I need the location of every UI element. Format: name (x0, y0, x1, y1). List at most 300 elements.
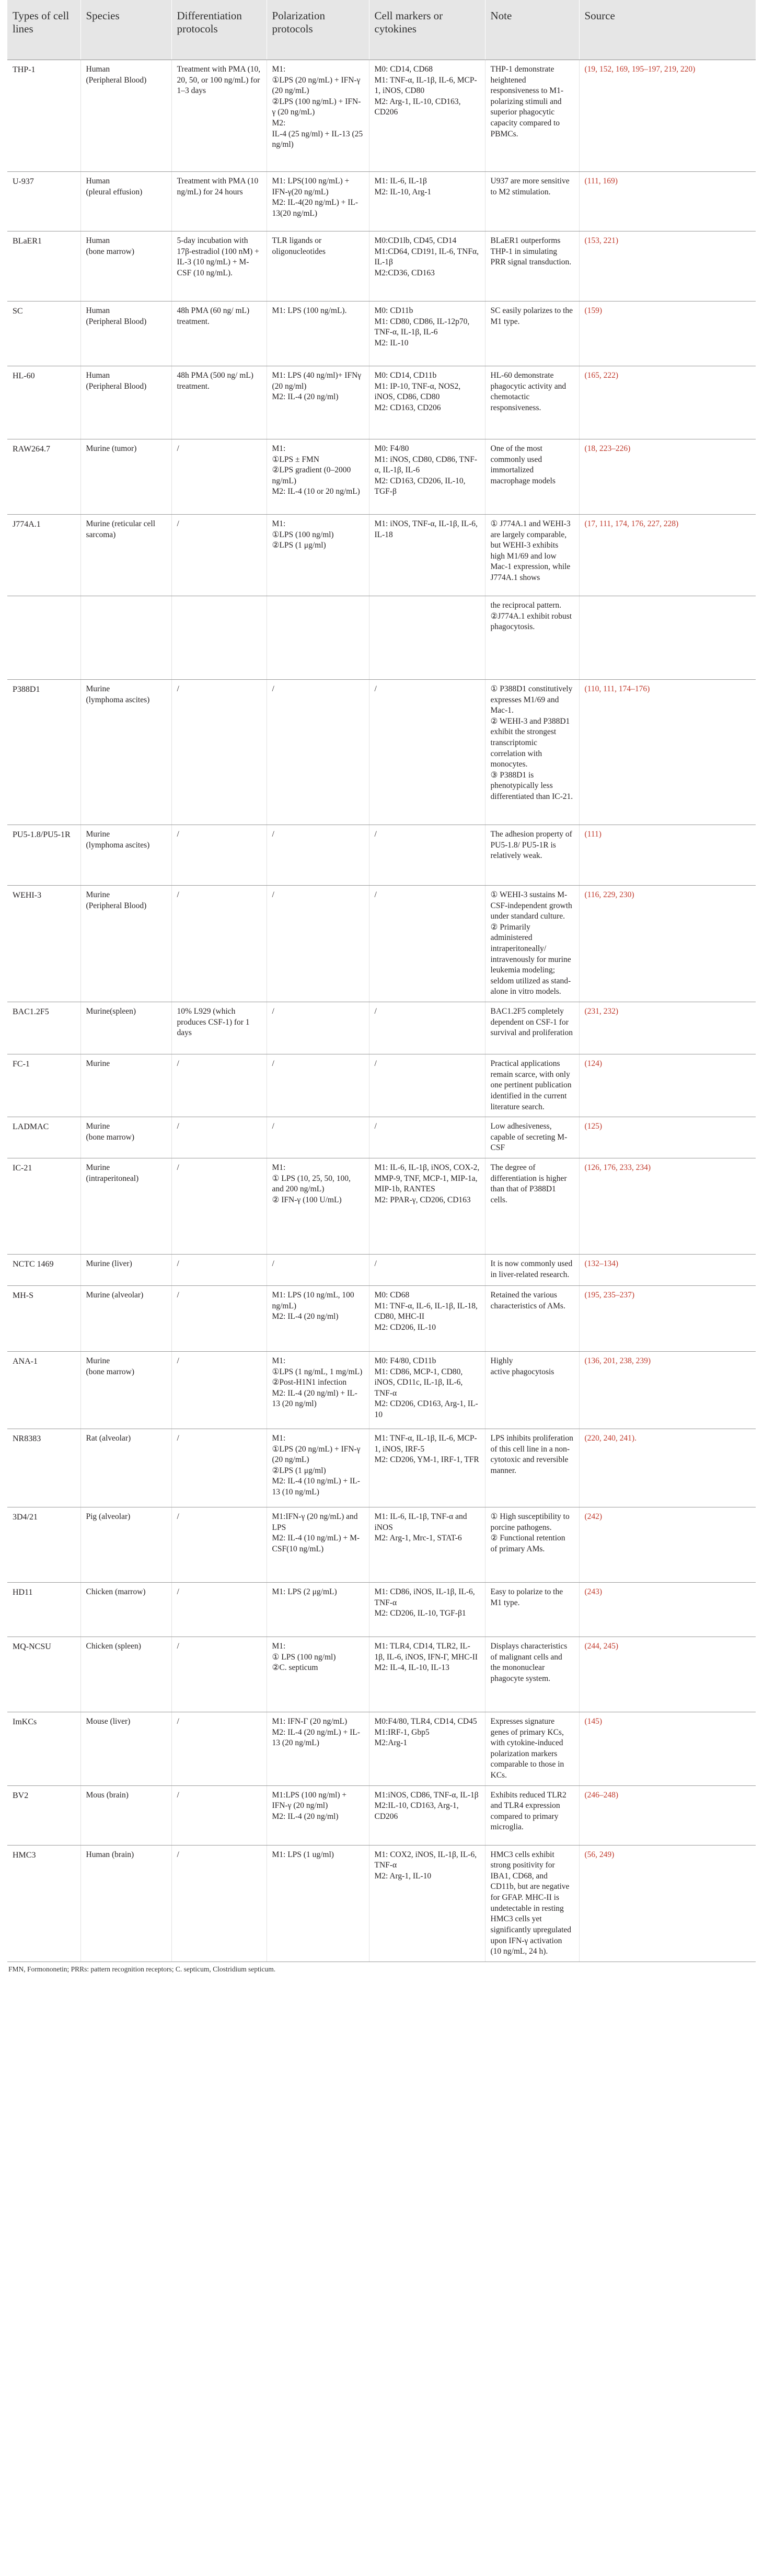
column-header: Source (579, 0, 756, 60)
cell-text-line: ①LPS (20 ng/mL) + IFN-γ (20 ng/mL) (272, 1444, 361, 1465)
cell-text-line: Human (86, 306, 110, 315)
note-cell (485, 1285, 579, 1351)
cell-text-line: Murine (alveolar) (86, 1290, 144, 1299)
cell-line-name: J774A.1 (7, 515, 80, 596)
note-cell (485, 1429, 579, 1507)
cell-text-line: (bone marrow) (86, 1132, 135, 1142)
cell-text-line: / (272, 1059, 274, 1069)
cell-text-line: / (374, 684, 377, 693)
cell-text-line: M1: TNF-α, IL-1β, IL-6, MCP-1, iNOS, CD80 (374, 75, 477, 96)
cell-text-line: M2: IL-4 (20 ng/ml) + IL-13 (20 ng/ml) (272, 1388, 357, 1409)
source-reference-link[interactable]: (116, 229, 230) (579, 886, 756, 1002)
markers-cell (369, 301, 485, 366)
polarization-cell (267, 1054, 369, 1117)
species-cell (80, 515, 171, 596)
source-reference-link[interactable]: (159) (579, 301, 756, 366)
column-header: Differentiation protocols (171, 0, 267, 60)
source-reference-link[interactable]: (132–134) (579, 1254, 756, 1285)
cell-text-line: / (177, 1059, 179, 1069)
cell-text-line: M0: CD68 (374, 1290, 410, 1299)
cell-text-line: M0: CD11b (374, 306, 413, 315)
differentiation-cell (171, 366, 267, 439)
markers-cell (369, 366, 485, 439)
differentiation-cell (171, 886, 267, 1002)
cell-text-line: / (177, 1716, 179, 1726)
cell-line-name: THP-1 (7, 60, 80, 172)
table-row (7, 1785, 756, 1845)
differentiation-cell (171, 1637, 267, 1712)
cell-text-line: (lymphoma ascites) (86, 695, 150, 704)
cell-text-line: M0:CD1lb, CD45, CD14 (374, 236, 457, 245)
species-cell (80, 886, 171, 1002)
source-reference-link[interactable]: (111) (579, 825, 756, 886)
cell-text-line: (intraperitoneal) (86, 1174, 139, 1183)
note-cell (485, 1785, 579, 1845)
source-reference-link[interactable]: (56, 249) (579, 1845, 756, 1962)
cell-text-line: (bone marrow) (86, 1367, 135, 1376)
cell-text-line: M1: CD86, MCP-1, CD80, iNOS, CD11c, IL-1β, IL-6, TNF-α (374, 1367, 463, 1398)
cell-text-line: M1: IL-6, IL-1β (374, 177, 427, 185)
cell-text-line: M2: Arg-1, IL-10 (374, 1871, 432, 1881)
polarization-cell (267, 596, 369, 680)
column-header: Polarization protocols (267, 0, 369, 60)
cell-text-line: 5-day incubation with 17β-estradiol (100 nM) + IL-3 (10 ng/mL) + M-CSF (10 ng/mL). (177, 236, 259, 277)
cell-text-line: M2:IL-10, CD163, Arg-1, CD206 (374, 1801, 459, 1821)
cell-text-line: / (177, 1850, 179, 1859)
note-cell (485, 1637, 579, 1712)
cell-text-line: M2: IL-4, IL-10, IL-13 (374, 1663, 449, 1673)
markers-cell (369, 60, 485, 172)
cell-text-line: ①LPS (20 ng/mL) + IFN-γ (20 ng/mL) (272, 75, 361, 96)
cell-line-name: SC (7, 301, 80, 366)
cell-text-line: / (177, 1163, 179, 1172)
cell-text-line: / (177, 1122, 179, 1131)
cell-text-line: M1: (272, 1433, 286, 1443)
species-cell (80, 301, 171, 366)
cell-text-line: (Peripheral Blood) (86, 901, 147, 910)
polarization-cell (267, 1158, 369, 1254)
cell-text-line: M1: IP-10, TNF-α, NOS2, iNOS, CD86, CD80 (374, 381, 461, 402)
cell-line-name: HMC3 (7, 1845, 80, 1962)
cell-line-name: IC-21 (7, 1158, 80, 1254)
differentiation-cell (171, 301, 267, 366)
differentiation-cell (171, 825, 267, 886)
cell-text-line: (Peripheral Blood) (86, 381, 147, 391)
species-cell (80, 1785, 171, 1845)
cell-text-line: M1: LPS (100 ng/mL). (272, 306, 347, 315)
markers-cell (369, 680, 485, 825)
cell-text-line: / (177, 1587, 179, 1596)
polarization-cell (267, 515, 369, 596)
table-row (7, 1117, 756, 1158)
cell-text-line: TLR ligands or oligonucleotides (272, 236, 326, 256)
cell-line-name: HD11 (7, 1582, 80, 1637)
source-reference-link[interactable]: (244, 245) (579, 1637, 756, 1712)
table-row (7, 1285, 756, 1351)
table-row (7, 231, 756, 301)
cell-text-line: M2: CD206, YM-1, IRF-1, TFR (374, 1455, 479, 1465)
cell-text-line: Murine (86, 1059, 110, 1069)
table-row (7, 1637, 756, 1712)
cell-text-line: M1: IL-6, IL-1β, iNOS, COX-2, MMP-9, TNF, MCP-1, MIP-1a, MIP-1b, RANTES (374, 1163, 480, 1194)
source-reference-link[interactable]: (125) (579, 1117, 756, 1158)
cell-text-line: / (177, 890, 179, 899)
markers-cell (369, 1429, 485, 1507)
note-cell (485, 1712, 579, 1785)
cell-text-line: / (272, 890, 274, 899)
source-reference-link[interactable]: (17, 111, 174, 176, 227, 228) (579, 515, 756, 596)
species-cell (80, 1054, 171, 1117)
cell-text-line: M2: Arg-1, Mrc-1, STAT-6 (374, 1534, 462, 1543)
source-reference-link[interactable]: (231, 232) (579, 1002, 756, 1054)
cell-text-line: (lymphoma ascites) (86, 840, 150, 850)
cell-text-line: ① P388D1 constitutively expresses M1/69 and Mac-1. (490, 684, 573, 715)
cell-text-line: Human (86, 371, 110, 380)
markers-cell (369, 1002, 485, 1054)
cell-text-line: IL-4 (25 ng/ml) + IL-13 (25 ng/ml) (272, 129, 363, 149)
differentiation-cell (171, 1429, 267, 1507)
cell-text-line: ① LPS (10, 25, 50, 100, and 200 ng/mL) (272, 1174, 351, 1194)
cell-text-line: M2: Arg-1, IL-10, CD163, CD206 (374, 97, 461, 117)
source-reference-link[interactable]: (18, 223–226) (579, 439, 756, 515)
source-reference-link[interactable]: (242) (579, 1507, 756, 1582)
cell-text-line: / (374, 1122, 377, 1131)
cell-text-line: ① J774A.1 and WEHI-3 are largely comparable, but WEHI-3 exhibits high M1/69 and low Mac-1 expression, while J774A.1 shows (490, 519, 571, 583)
source-reference-link[interactable]: (126, 176, 233, 234) (579, 1158, 756, 1254)
cell-text-line: M1: iNOS, CD80, CD86, TNF-α, IL-1β, IL-6 (374, 455, 478, 475)
species-cell (80, 1845, 171, 1962)
source-reference-link[interactable]: (153, 221) (579, 231, 756, 301)
differentiation-cell (171, 1845, 267, 1962)
cell-text-line: 48h PMA (500 ng/ mL) treatment. (177, 371, 253, 391)
cell-text-line: M1: iNOS, TNF-α, IL-1β, IL-6, IL-18 (374, 519, 478, 539)
source-reference-link[interactable]: (220, 240, 241). (579, 1429, 756, 1507)
source-reference-link[interactable]: (110, 111, 174–176) (579, 680, 756, 825)
cell-text-line: ② Functional retention of primary AMs. (490, 1534, 565, 1553)
markers-cell (369, 1582, 485, 1637)
note-cell (485, 1158, 579, 1254)
cell-line-name: WEHI-3 (7, 886, 80, 1002)
table-row (7, 1429, 756, 1507)
table-row (7, 172, 756, 231)
markers-cell (369, 1254, 485, 1285)
table-row (7, 439, 756, 515)
column-header: Types of cell lines (7, 0, 80, 60)
cell-text-line: Murine (liver) (86, 1259, 132, 1268)
species-cell (80, 1158, 171, 1254)
cell-text-line: M2: CD163, CD206 (374, 403, 441, 412)
note-cell (485, 231, 579, 301)
cell-text-line: / (177, 1790, 179, 1800)
markers-cell (369, 596, 485, 680)
note-cell (485, 366, 579, 439)
cell-text-line: Mous (brain) (86, 1790, 129, 1800)
source-reference-link[interactable]: (136, 201, 238, 239) (579, 1351, 756, 1429)
source-reference-link[interactable]: (243) (579, 1582, 756, 1637)
differentiation-cell (171, 1117, 267, 1158)
cell-text-line: ② WEHI-3 and P388D1 exhibit the strongest transcriptomic correlation with monocytes. (490, 716, 570, 769)
cell-text-line: It is now commonly used in liver-related research. (490, 1259, 573, 1279)
differentiation-cell (171, 515, 267, 596)
cell-line-name: BV2 (7, 1785, 80, 1845)
cell-text-line: Human (86, 236, 110, 245)
polarization-cell (267, 1002, 369, 1054)
cell-line-name: PU5-1.8/PU5-1R (7, 825, 80, 886)
cell-text-line: M2:CD36, CD163 (374, 268, 435, 277)
cell-text-line: Murine (86, 830, 110, 839)
cell-text-line: ②LPS (100 ng/mL) + IFN-γ (20 ng/mL) (272, 97, 361, 117)
cell-text-line: / (177, 519, 179, 528)
table-row (7, 596, 756, 680)
differentiation-cell (171, 231, 267, 301)
cell-text-line: M1: (272, 1163, 286, 1172)
cell-text-line: M2: IL-4 (20 ng/mL) + IL-13 (20 ng/mL) (272, 1727, 360, 1748)
cell-text-line: Treatment with PMA (10, 20, 50, or 100 ng/mL) for 1–3 days (177, 65, 261, 96)
cell-text-line: M1: (272, 65, 286, 74)
note-cell (485, 1117, 579, 1158)
cell-text-line: Murine (86, 1122, 110, 1131)
column-header: Species (80, 0, 171, 60)
differentiation-cell (171, 1507, 267, 1582)
species-cell (80, 60, 171, 172)
source-reference-link[interactable]: (124) (579, 1054, 756, 1117)
cell-text-line: / (177, 1641, 179, 1651)
cell-text-line: Displays characteristics of malignant cells and the mononuclear phagocyte system. (490, 1641, 568, 1683)
species-cell (80, 1637, 171, 1712)
cell-text-line: (Peripheral Blood) (86, 317, 147, 326)
cell-line-name: P388D1 (7, 680, 80, 825)
cell-text-line: LPS inhibits proliferation of this cell line in a non-cytotoxic and reversible manner. (490, 1433, 573, 1475)
species-cell (80, 366, 171, 439)
table-row (7, 1002, 756, 1054)
cell-text-line: BLaER1 outperforms THP-1 in simulating PRR signal transduction. (490, 236, 572, 267)
cell-text-line: Human (brain) (86, 1850, 134, 1859)
cell-line-name: FC-1 (7, 1054, 80, 1117)
cell-text-line: Practical applications remain scarce, with only one pertinent publication identified in the current literature search. (490, 1059, 572, 1111)
cell-text-line: / (177, 1433, 179, 1443)
cell-text-line: M1: LPS (2 μg/mL) (272, 1587, 337, 1596)
species-cell (80, 231, 171, 301)
cell-text-line: the reciprocal pattern. (490, 601, 562, 610)
species-cell (80, 1507, 171, 1582)
differentiation-cell (171, 1351, 267, 1429)
cell-text-line: M1: (272, 519, 286, 528)
cell-line-name: 3D4/21 (7, 1507, 80, 1582)
source-reference-link[interactable]: (111, 169) (579, 172, 756, 231)
note-cell (485, 515, 579, 596)
cell-text-line: M1:LPS (100 ng/ml) + IFN-γ (20 ng/ml) (272, 1790, 347, 1811)
source-reference-link[interactable]: (165, 222) (579, 366, 756, 439)
cell-text-line: THP-1 demonstrate heightened responsiveness to M1-polarizing stimuli and superior phagocytic capacity compared to PBMCs. (490, 65, 563, 138)
markers-cell (369, 515, 485, 596)
cell-text-line: ① WEHI-3 sustains M-CSF-independent growth under standard culture. (490, 890, 572, 921)
table-footnote: FMN, Formononetin; PRRs: pattern recognition receptors; C. septicum, Clostridium septicum. (8, 1965, 276, 1973)
polarization-cell (267, 1637, 369, 1712)
cell-text-line: One of the most commonly used immortalized macrophage models (490, 444, 556, 485)
cell-text-line: M2: IL-4 (10 ng/mL) + M-CSF(10 ng/mL) (272, 1534, 360, 1553)
polarization-cell (267, 886, 369, 1002)
source-reference-link[interactable] (579, 596, 756, 680)
cell-text-line: M1: TLR4, CD14, TLR2, IL-1β, IL-6, iNOS, IFN-Γ, MHC-II (374, 1641, 478, 1662)
species-cell (80, 1117, 171, 1158)
cell-text-line: ② Primarily administered intraperitoneally/ intravenously for murine leukemia modeling; seldom utilized as stand-alone in vitro models. (490, 922, 571, 996)
cell-line-name: ImKCs (7, 1712, 80, 1785)
cell-text-line: / (272, 830, 274, 839)
note-cell (485, 1054, 579, 1117)
cell-text-line: M1: COX2, iNOS, IL-1β, IL-6, TNF-α (374, 1850, 477, 1870)
cell-text-line: M1: TNF-α, IL-1β, IL-6, MCP-1, iNOS, IRF-5 (374, 1433, 477, 1454)
note-cell (485, 1002, 579, 1054)
cell-text-line: M0: CD14, CD68 (374, 65, 433, 74)
cell-line-name: U-937 (7, 172, 80, 231)
markers-cell (369, 1507, 485, 1582)
cell-text-line: M1: LPS (1 ug/ml) (272, 1850, 334, 1859)
cell-text-line: M2: IL-4 (20 ng/ml) (272, 1812, 339, 1821)
differentiation-cell (171, 1254, 267, 1285)
note-cell (485, 680, 579, 825)
note-cell (485, 1351, 579, 1429)
cell-text-line: / (374, 1259, 377, 1268)
cell-text-line: Expresses signature genes of primary KCs, with cytokine-induced polarization markers comparable to those in KCs. (490, 1716, 564, 1780)
table-container (7, 0, 756, 1974)
cell-text-line: / (272, 1007, 274, 1016)
cell-text-line: ②LPS (1 μg/ml) (272, 1466, 326, 1475)
note-cell (485, 596, 579, 680)
table-row (7, 1254, 756, 1285)
cell-text-line: / (272, 1122, 274, 1131)
cell-text-line: M2: IL-4 (20 ng/ml) (272, 1312, 339, 1321)
cell-text-line: / (177, 1512, 179, 1521)
differentiation-cell (171, 1785, 267, 1845)
source-reference-link[interactable]: (246–248) (579, 1785, 756, 1845)
cell-text-line: BAC1.2F5 completely dependent on CSF-1 for survival and proliferation (490, 1007, 573, 1038)
cell-text-line: M2:Arg-1 (374, 1738, 408, 1748)
cell-text-line: M1: CD86, iNOS, IL-1β, IL-6, TNF-α (374, 1587, 475, 1607)
cell-text-line: Murine (86, 1356, 110, 1365)
cell-text-line: M2: CD206, IL-10 (374, 1322, 436, 1332)
differentiation-cell (171, 172, 267, 231)
polarization-cell (267, 231, 369, 301)
cell-text-line: M1: (272, 1641, 286, 1651)
markers-cell (369, 1054, 485, 1117)
table-row (7, 886, 756, 1002)
note-cell (485, 1845, 579, 1962)
polarization-cell (267, 825, 369, 886)
markers-cell (369, 439, 485, 515)
cell-text-line: Low adhesiveness, capable of secreting M-CSF (490, 1122, 568, 1153)
cell-text-line: Pig (alveolar) (86, 1512, 131, 1521)
cell-text-line: M2: IL-4 (20 ng/ml) (272, 392, 339, 402)
source-reference-link[interactable]: (19, 152, 169, 195–197, 219, 220) (579, 60, 756, 172)
differentiation-cell (171, 1158, 267, 1254)
cell-text-line: ②LPS gradient (0–2000 ng/mL) (272, 466, 351, 485)
cell-text-line: M2: IL-10 (374, 338, 409, 347)
source-reference-link[interactable]: (145) (579, 1712, 756, 1785)
cell-text-line: M1: IFN-Γ (20 ng/mL) (272, 1716, 348, 1726)
cell-text-line: ①LPS (100 ng/ml) (272, 530, 334, 539)
cell-text-line: Murine (86, 684, 110, 693)
markers-cell (369, 825, 485, 886)
differentiation-cell (171, 1285, 267, 1351)
markers-cell (369, 1158, 485, 1254)
cell-line-name: HL-60 (7, 366, 80, 439)
table-row (7, 1351, 756, 1429)
cell-text-line: / (374, 830, 377, 839)
cell-text-line: Highly (490, 1356, 513, 1365)
cell-text-line: M1: TNF-α, IL-6, IL-1β, IL-18, CD80, MHC-II (374, 1301, 478, 1321)
species-cell (80, 680, 171, 825)
species-cell (80, 172, 171, 231)
table-row (7, 1845, 756, 1962)
polarization-cell (267, 366, 369, 439)
species-cell (80, 1429, 171, 1507)
polarization-cell (267, 1351, 369, 1429)
polarization-cell (267, 1785, 369, 1845)
note-cell (485, 825, 579, 886)
cell-text-line: M1:IFN-γ (20 ng/mL) and LPS (272, 1512, 358, 1532)
note-cell (485, 1254, 579, 1285)
cell-text-line: ②LPS (1 μg/ml) (272, 541, 326, 550)
cell-line-name (7, 596, 80, 680)
cell-line-name: NCTC 1469 (7, 1254, 80, 1285)
cell-text-line: Human (86, 65, 110, 74)
markers-cell (369, 1285, 485, 1351)
markers-cell (369, 1785, 485, 1845)
cell-text-line: active phagocytosis (490, 1367, 554, 1376)
note-cell (485, 60, 579, 172)
polarization-cell (267, 1117, 369, 1158)
table-body (7, 60, 756, 1962)
differentiation-cell (171, 1054, 267, 1117)
cell-text-line: M1: CD80, CD86, IL-12p70, TNF-α, IL-1β, IL-6 (374, 317, 470, 337)
markers-cell (369, 231, 485, 301)
markers-cell (369, 1637, 485, 1712)
cell-text-line: M2: IL-4(20 ng/mL) + IL-13(20 ng/mL) (272, 198, 359, 218)
cell-text-line: Chicken (spleen) (86, 1641, 141, 1651)
cell-text-line: ①LPS ± FMN (272, 455, 319, 464)
cell-text-line: / (177, 1259, 179, 1268)
polarization-cell (267, 1712, 369, 1785)
species-cell (80, 825, 171, 886)
markers-cell (369, 1351, 485, 1429)
column-header: Cell markers or cytokines (369, 0, 485, 60)
cell-text-line: ③ P388D1 is phenotypically less differentiated than IC-21. (490, 770, 573, 802)
cell-text-line: SC easily polarizes to the M1 type. (490, 306, 573, 326)
cell-text-line: HL-60 demonstrate phagocytic activity and chemotactic responsiveness. (490, 371, 567, 412)
source-reference-link[interactable]: (195, 235–237) (579, 1285, 756, 1351)
header-row (7, 0, 756, 60)
cell-lines-table (7, 0, 756, 1962)
cell-text-line: Mouse (liver) (86, 1716, 131, 1726)
cell-text-line: / (177, 1290, 179, 1299)
table-row (7, 825, 756, 886)
table-header (7, 0, 756, 60)
cell-line-name: NR8383 (7, 1429, 80, 1507)
note-cell (485, 1507, 579, 1582)
cell-text-line: M1: (272, 1356, 286, 1365)
species-cell (80, 596, 171, 680)
cell-text-line: Exhibits reduced TLR2 and TLR4 expression compared to primary microglia. (490, 1790, 567, 1832)
cell-text-line: M2: CD206, CD163, Arg-1, IL-10 (374, 1399, 478, 1420)
cell-text-line: 10% L929 (which produces CSF-1) for 1 days (177, 1007, 250, 1038)
cell-text-line: (Peripheral Blood) (86, 75, 147, 85)
polarization-cell (267, 1254, 369, 1285)
cell-text-line: Easy to polarize to the M1 type. (490, 1587, 563, 1607)
polarization-cell (267, 60, 369, 172)
species-cell (80, 1351, 171, 1429)
cell-text-line: Rat (alveolar) (86, 1433, 131, 1443)
note-cell (485, 1582, 579, 1637)
